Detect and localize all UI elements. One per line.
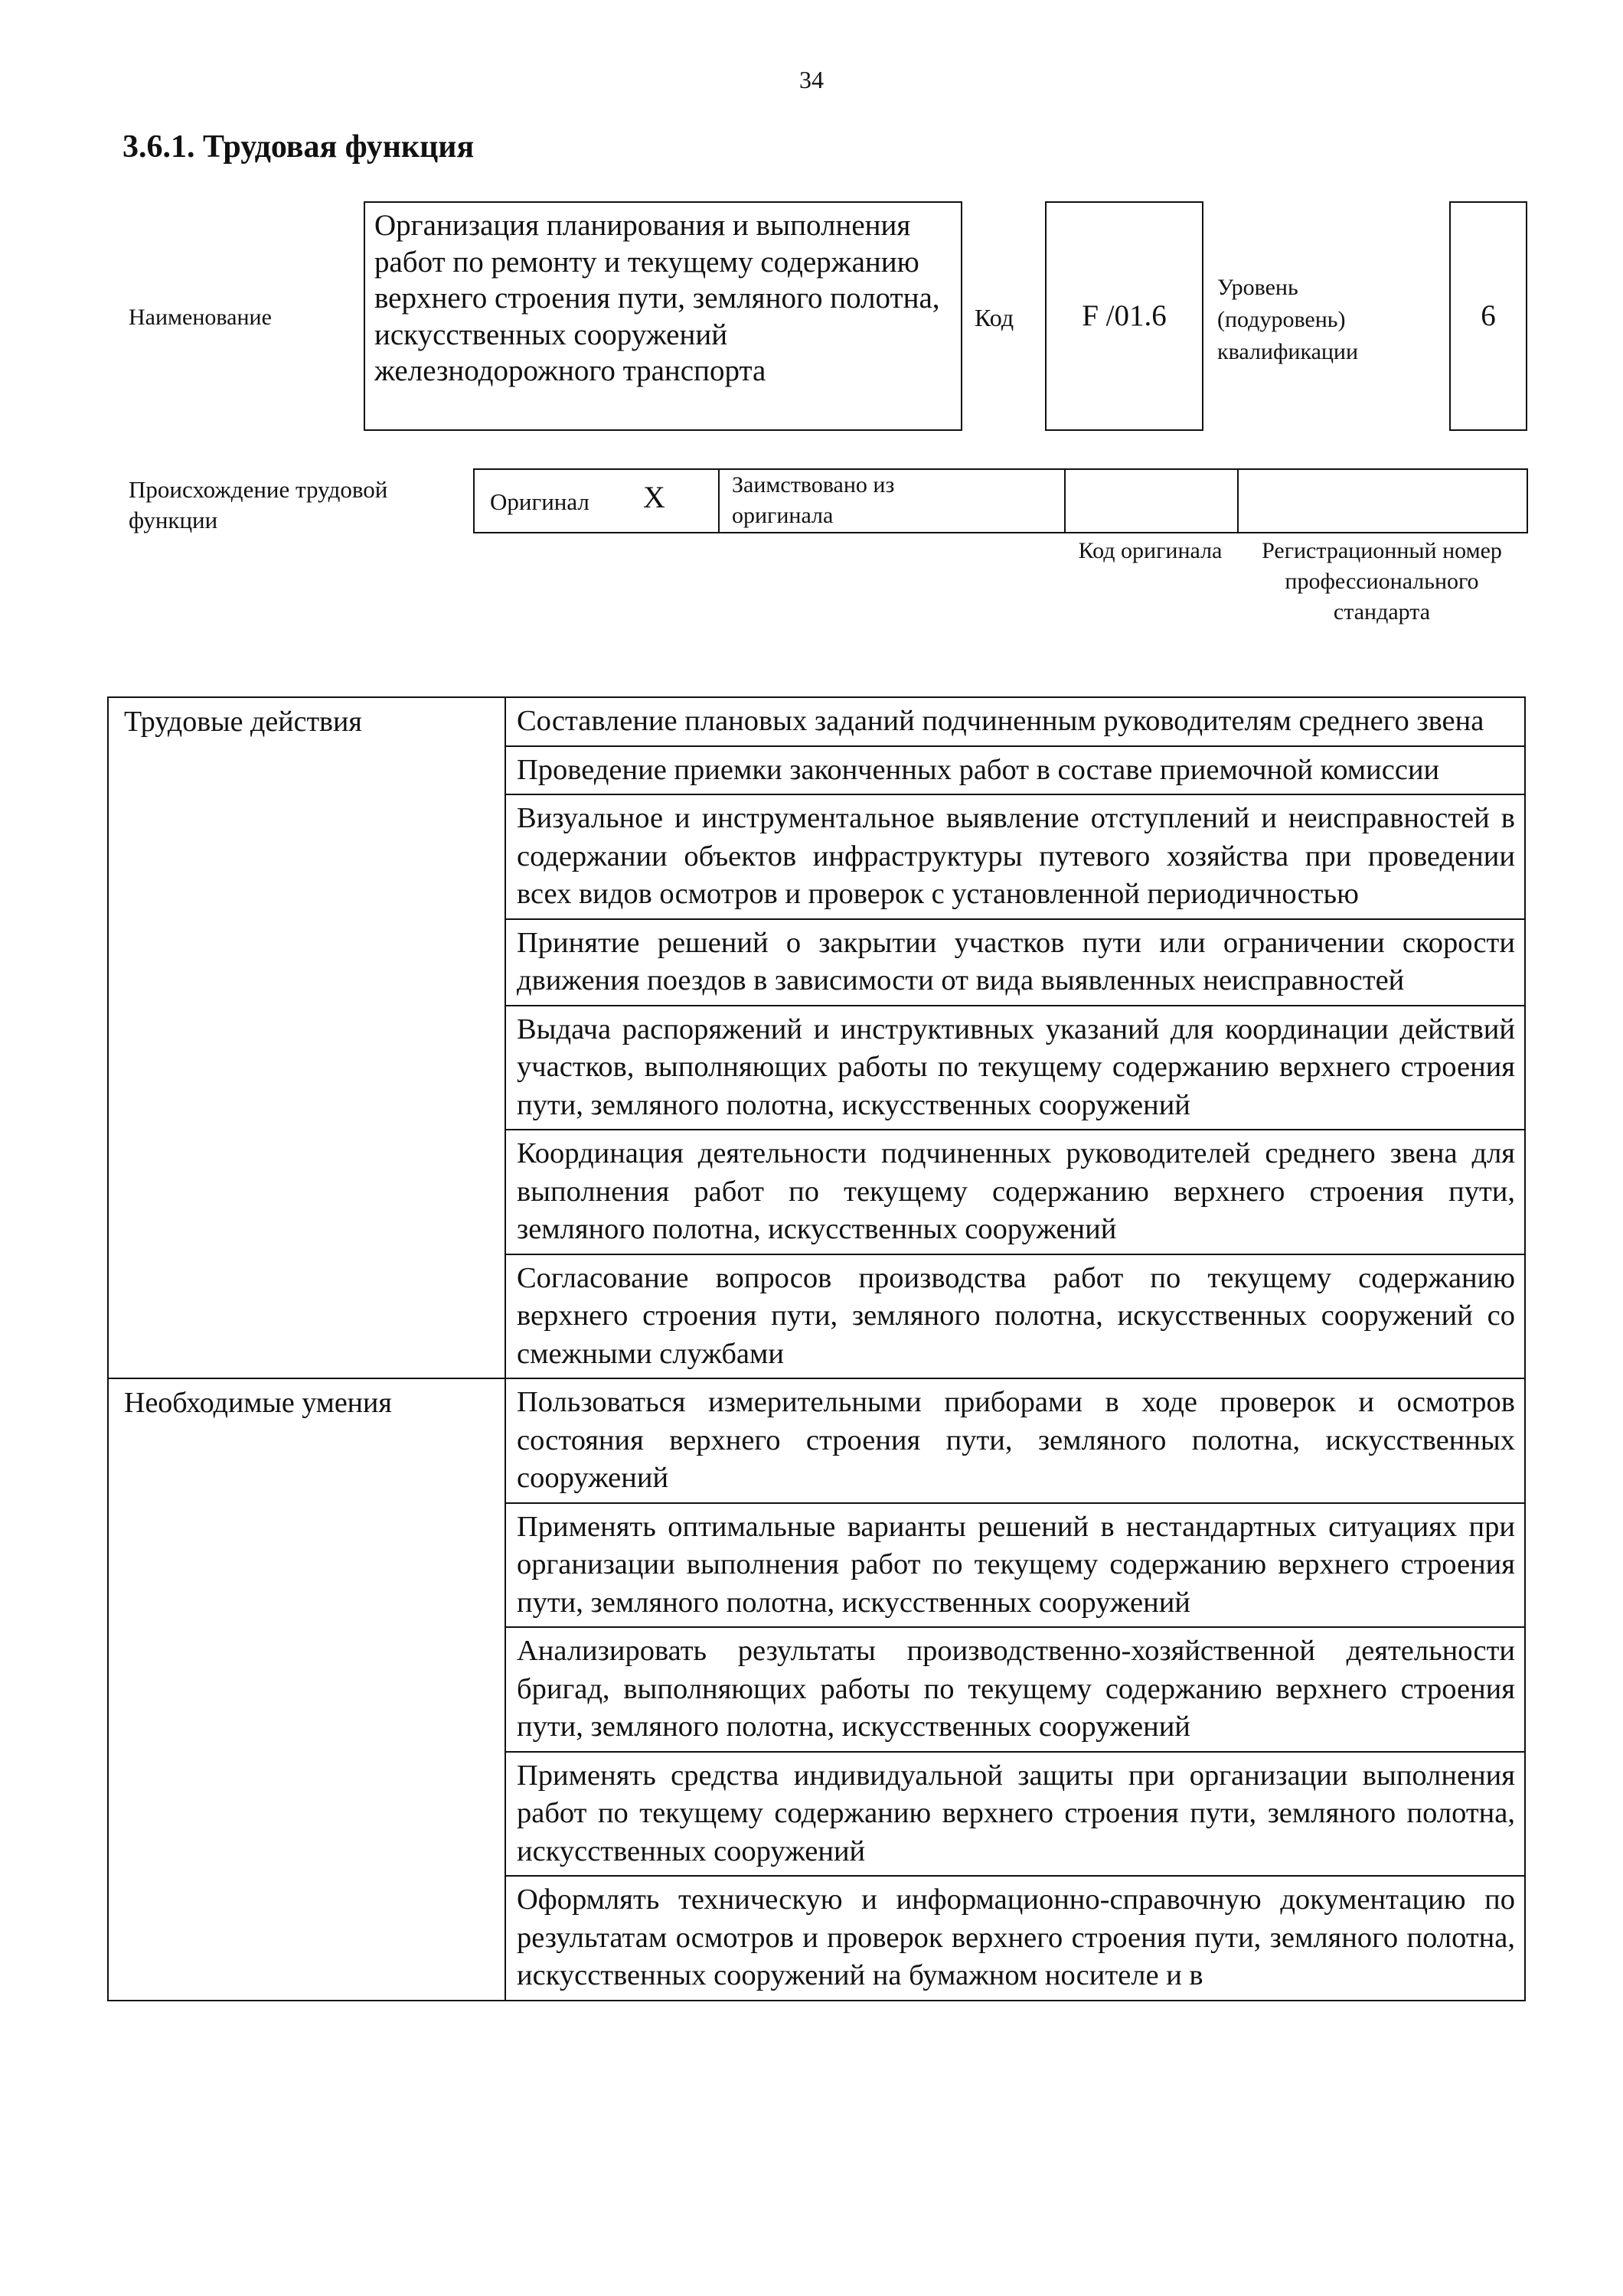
function-name-value: Организация планирования и выполнения работ по ремонту и текущему содержанию верхнего строения пути, земляного полотна, искусственных сооружений железнодорожного транспорта — [374, 209, 940, 387]
function-name-box — [364, 201, 962, 431]
skill-item: Анализировать результаты производственно-хозяйственной деятельности бригад, выполняющих работы по текущему содержанию верхнего строения пути, земляного полотна, искусственных сооружений — [505, 1627, 1525, 1752]
code-box — [1045, 201, 1203, 431]
labor-action-item: Согласование вопросов производства работ по текущему содержанию верхнего строения пути, земляного полотна, искусственных сооружений со смежными службами — [505, 1254, 1525, 1379]
level-box — [1449, 201, 1527, 431]
section-title: 3.6.1. Трудовая функция — [122, 129, 475, 165]
skill-item: Пользоваться измерительными приборами в ходе проверок и осмотров состояния верхнего строения пути, земляного полотна, искусственных сооружений — [505, 1378, 1525, 1503]
labor-action-item: Координация деятельности подчиненных руководителей среднего звена для выполнения работ по текущему содержанию верхнего строения пути, земляного полотна, искусственных сооружений — [505, 1130, 1525, 1254]
labor-action-item: Выдача распоряжений и инструктивных указаний для координации действий участков, выполняющих работы по текущему содержанию верхнего строения пути, земляного полотна, искусственных сооружений — [505, 1006, 1525, 1130]
skill-item: Применять средства индивидуальной защиты при организации выполнения работ по текущему содержанию верхнего строения пути, земляного полотна, искусственных сооружений — [505, 1752, 1525, 1877]
original-label: Оригинал — [490, 488, 589, 515]
labor-action-item: Проведение приемки законченных работ в составе приемочной комиссии — [505, 746, 1525, 795]
competency-table — [107, 696, 1526, 2001]
skills-label: Необходимые умения — [108, 1378, 505, 2001]
level-label: Уровень (подуровень) квалификации — [1217, 275, 1359, 364]
original-code-caption: Код оригинала — [1078, 538, 1223, 563]
name-label: Наименование — [129, 305, 272, 330]
labor-actions-label: Трудовые действия — [108, 697, 505, 1378]
skill-item: Применять оптимальные варианты решений в нестандартных ситуациях при организации выполнения работ по текущему содержанию верхнего строения пути, земляного полотна, искусственных сооружений — [505, 1503, 1525, 1628]
table-row — [108, 1378, 1525, 1503]
code-value: F /01.6 — [1082, 299, 1167, 332]
labor-action-item: Визуальное и инструментальное выявление отступлений и неисправностей в содержании объектов инфраструктуры путевого хозяйства при проведении всех видов осмотров и проверок с установленной периодичностью — [505, 794, 1525, 919]
labor-action-item: Составление плановых заданий подчиненным руководителям среднего звена — [505, 697, 1525, 746]
borrowed-label: Заимствовано из оригинала — [732, 472, 895, 528]
reg-number-caption: Регистрационный номер профессионального стандарта — [1262, 538, 1502, 625]
level-value: 6 — [1481, 299, 1496, 332]
origin-label: Происхождение трудовой функции — [129, 476, 388, 533]
original-mark: X — [643, 480, 665, 514]
page-number: 34 — [799, 66, 824, 93]
code-label: Код — [975, 304, 1014, 331]
skill-item: Оформлять техническую и информационно-справочную документацию по результатам осмотров и проверок верхнего строения пути, земляного полотна, искусственных сооружений на бумажном носителе и в — [505, 1876, 1525, 2001]
labor-action-item: Принятие решений о закрытии участков пути или ограничении скорости движения поездов в зависимости от вида выявленных неисправностей — [505, 919, 1525, 1006]
table-row — [108, 697, 1525, 746]
origin-row — [473, 468, 1528, 533]
